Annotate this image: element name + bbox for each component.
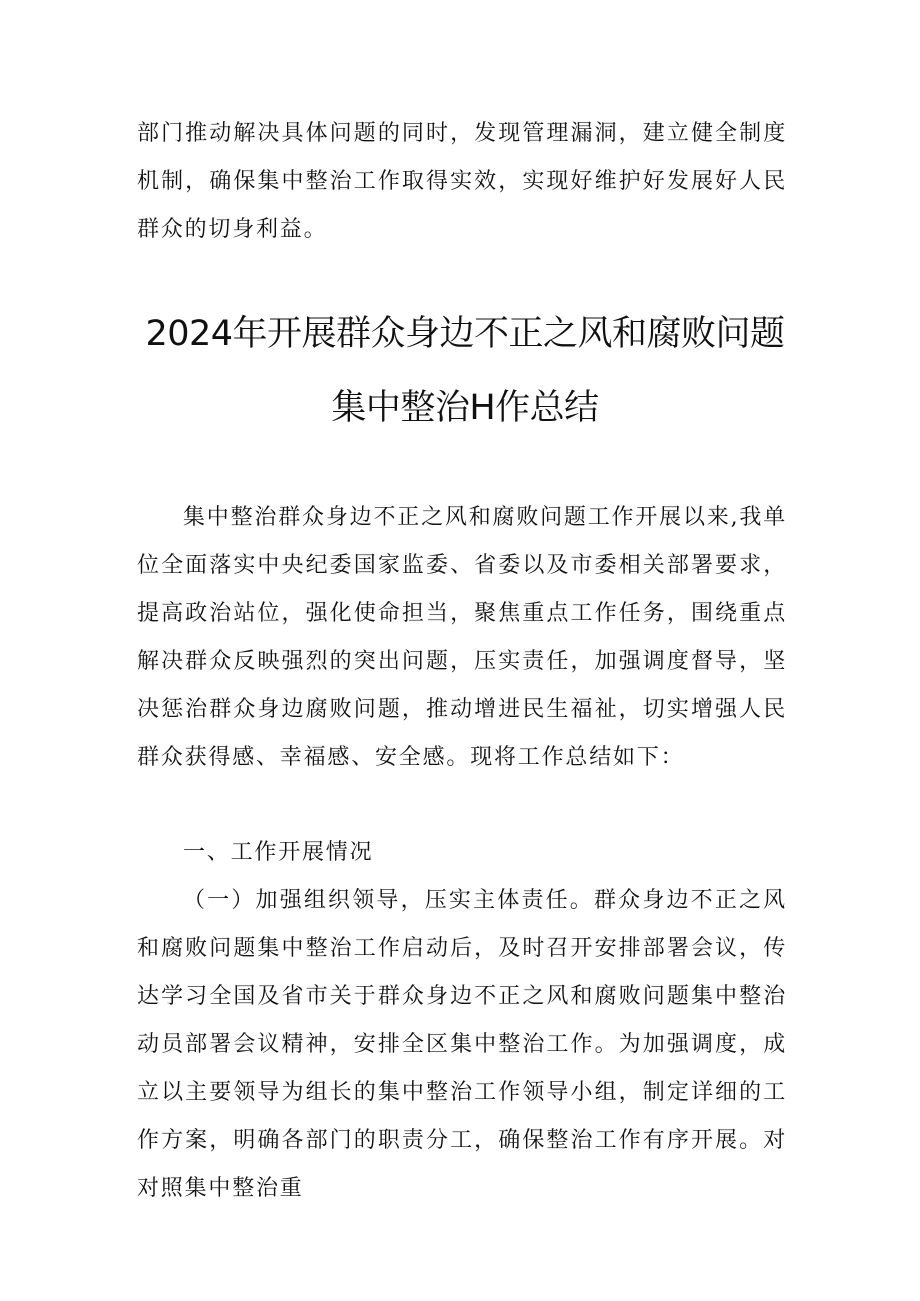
document-title-line-2: 集中整治H作总结	[331, 388, 599, 428]
intro-paragraph-tail: 部门推动解决具体问题的同时，发现管理漏洞，建立健全制度机制，确保集中整治工作取得实效，实现好维护好发展好人民群众的切身利益。	[137, 121, 787, 242]
section-heading-1: 一、工作开展情况	[183, 840, 374, 865]
section-1-paragraph-1: （一）加强组织领导，压实主体责任。群众身边不正之风和腐败问题集中整治工作启动后，及时召开安排部署会议，传达学习全国及省市关于群众身边不正之风和腐败问题集中整治动员部署会议精神，安排全区集中整治工作。为加强调度，成立以主要领导为组长的集中整治工作领导小组，制定详细的工作方案，明确各部门的职责分工，确保整治工作有序开展。对对照集中整治重	[137, 888, 787, 1201]
document-title-line-1: 2024年开展群众身边不正之风和腐败问题	[145, 314, 785, 354]
summary-paragraph: 集中整治群众身边不正之风和腐败问题工作开展以来,我单位全面落实中央纪委国家监委、省委以及市委相关部署要求，提高政治站位，强化使命担当，聚焦重点工作任务，围绕重点解决群众反映强烈的突出问题，压实责任，加强调度督导，坚决惩治群众身边腐败问题，推动增进民生福祉，切实增强人民群众获得感、幸福感、安全感。现将工作总结如下：	[137, 505, 787, 770]
